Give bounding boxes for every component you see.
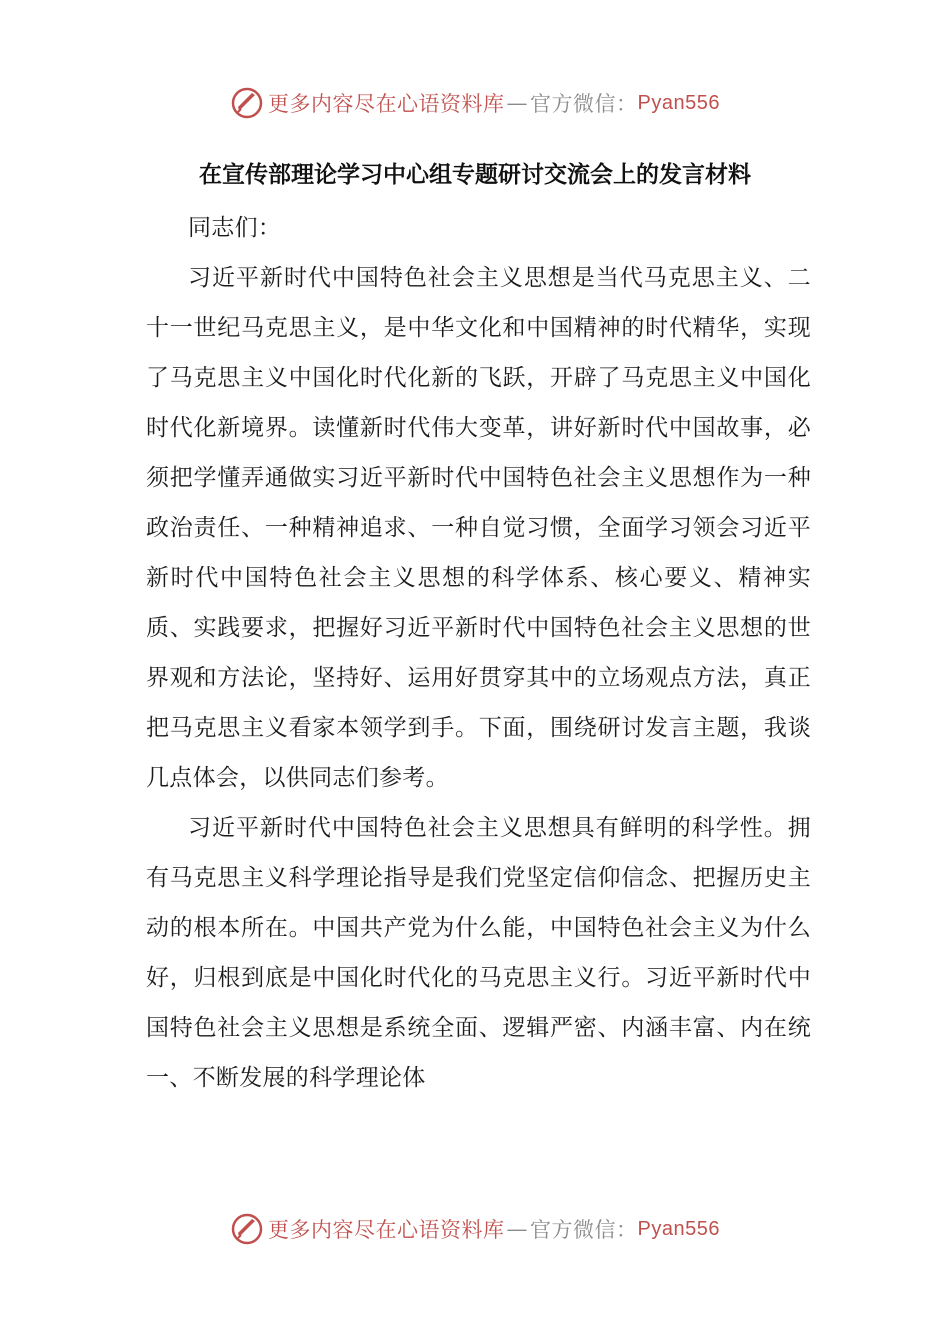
paragraph-2: 习近平新时代中国特色社会主义思想具有鲜明的科学性。拥有马克思主义科学理论指导是我们党坚定信仰信念、把握历史主动的根本所在。中国共产党为什么能，中国特色社会主义为什么好，归根到底是中国化时代化的马克思主义行。习近平新时代中国特色社会主义思想是系统全面、逻辑严密、内涵丰富、内在统一、不断发展的科学理论体 xyxy=(146,815,811,1091)
quill-logo-icon xyxy=(230,1212,264,1246)
watermark-label: 官方微信： xyxy=(530,1218,638,1242)
watermark-id: Pyan556 xyxy=(637,91,720,114)
header-watermark xyxy=(0,86,950,120)
quill-logo-icon xyxy=(230,86,264,120)
watermark-main-text: 更多内容尽在心语资料库 xyxy=(268,1218,505,1242)
watermark-id: Pyan556 xyxy=(637,1217,720,1240)
document-body xyxy=(146,203,811,1103)
watermark-label: 官方微信： xyxy=(530,92,638,116)
watermark-separator: — xyxy=(506,91,529,115)
footer-watermark xyxy=(0,1212,950,1246)
watermark-separator: — xyxy=(506,1217,529,1241)
watermark-main-text: 更多内容尽在心语资料库 xyxy=(268,92,505,116)
paragraph-1: 习近平新时代中国特色社会主义思想是当代马克思主义、二十一世纪马克思主义，是中华文化和中国精神的时代精华，实现了马克思主义中国化时代化新的飞跃，开辟了马克思主义中国化时代化新境界。读懂新时代伟大变革，讲好新时代中国故事，必须把学懂弄通做实习近平新时代中国特色社会主义思想作为一种政治责任、一种精神追求、一种自觉习惯，全面学习领会习近平新时代中国特色社会主义思想的科学体系、核心要义、精神实质、实践要求，把握好习近平新时代中国特色社会主义思想的世界观和方法论，坚持好、运用好贯穿其中的立场观点方法，真正把马克思主义看家本领学到手。下面，围绕研讨发言主题，我谈几点体会，以供同志们参考。 xyxy=(146,265,811,791)
page-title: 在宣传部理论学习中心组专题研讨交流会上的发言材料 xyxy=(199,162,751,188)
greeting: 同志们： xyxy=(188,215,282,241)
